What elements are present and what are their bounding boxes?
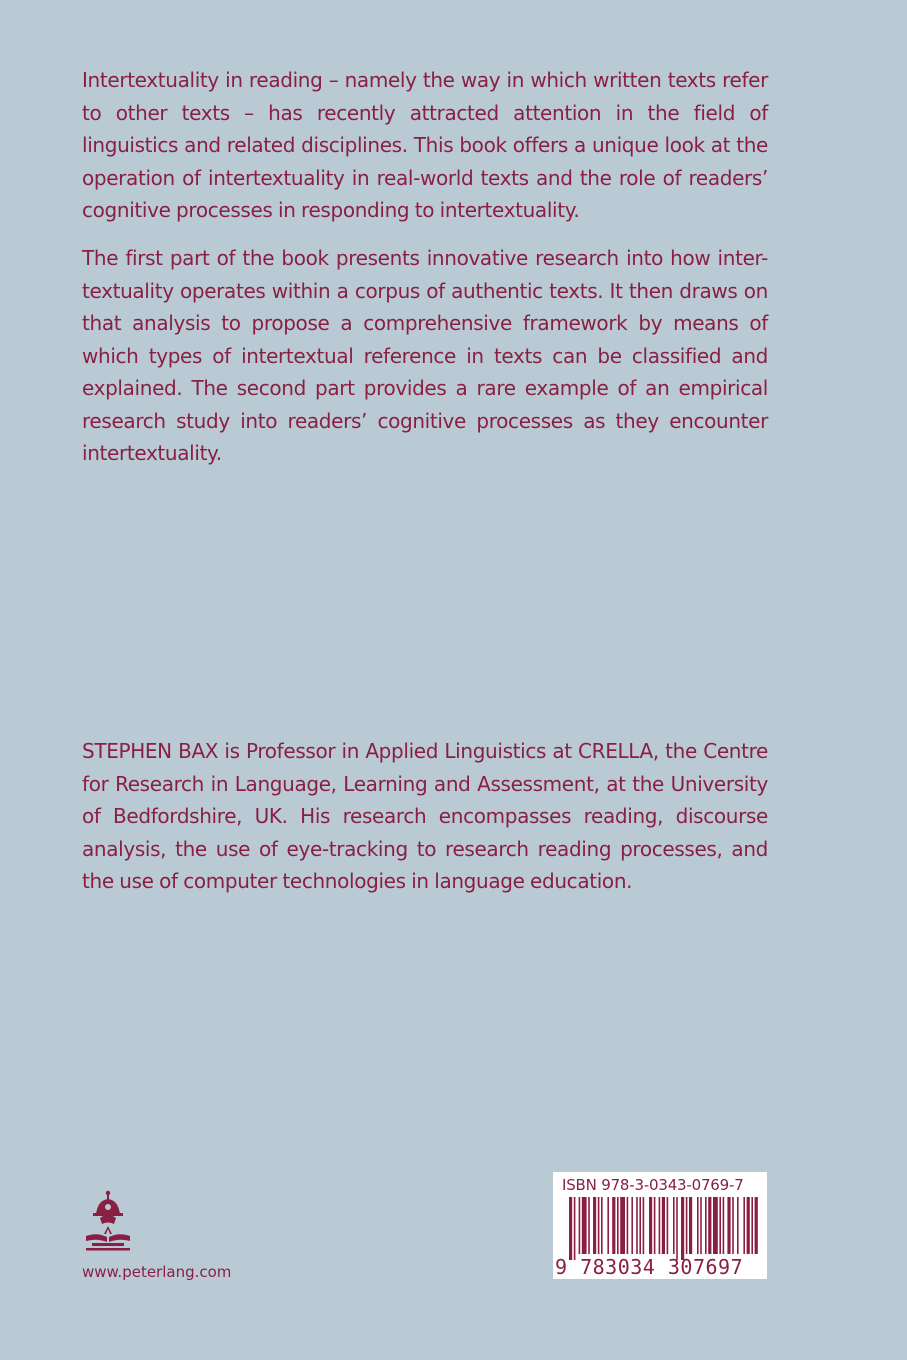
barcode-bar xyxy=(689,1197,692,1254)
barcode-bar xyxy=(705,1197,707,1254)
blurb-paragraph-1: Intertextuality in reading – namely the way in which written texts refer to other texts – has recently attracted attention in the field of linguistics and related disciplines. This book offers a unique look at the operation of intertextuality in real-world texts and the role of readers’ cognitive processes in responding to intertextuality. xyxy=(82,68,768,222)
author-bio: STEPHEN BAX is Professor in Applied Linguistics at CRELLA, the Centre for Research in Language, Learning and Assessment, at the University of Bedfordshire, UK. His research encompasses reading, discourse analysis, the use of eye-tracking to research reading processes, and the use of computer technologies in language education. xyxy=(82,739,768,893)
barcode-bar xyxy=(636,1197,638,1254)
barcode-bar xyxy=(574,1197,576,1260)
barcode-bar xyxy=(607,1197,609,1254)
barcode-bar xyxy=(673,1197,675,1254)
barcode-bar xyxy=(667,1197,669,1254)
barcode-bar xyxy=(639,1197,641,1254)
barcode-bar xyxy=(747,1197,750,1254)
barcode-bar xyxy=(737,1197,739,1254)
barcode-bar xyxy=(681,1197,684,1260)
barcode-bar xyxy=(713,1197,718,1254)
peter-lang-logo-icon xyxy=(82,1190,134,1256)
barcode-bar xyxy=(727,1197,730,1254)
barcode-bar xyxy=(723,1197,725,1254)
barcode-digits: 9 783034 307697 xyxy=(555,1255,744,1279)
barcode-bar xyxy=(700,1197,702,1254)
publisher-website[interactable]: www.peterlang.com xyxy=(82,1263,232,1281)
blurb-paragraph-2: The first part of the book presents innovative research into how inter-textuality operates within a corpus of authentic texts. It then draws on that analysis to propose a comprehensive framework by means of which types of intertextual reference in texts can be classified and explained. The second part provides a rare example of an empirical research study into readers’ cognitive processes as they encounter intertextuality. xyxy=(82,246,768,465)
barcode-bar xyxy=(620,1197,625,1254)
barcode-bar xyxy=(569,1197,572,1260)
barcode-bar xyxy=(654,1197,656,1254)
barcode-bar xyxy=(686,1197,688,1254)
barcode-bar xyxy=(579,1197,581,1254)
barcode-bar xyxy=(751,1197,753,1254)
barcode-bar xyxy=(708,1197,711,1254)
barcode-bar xyxy=(676,1197,678,1260)
barcode-bar xyxy=(612,1197,615,1254)
barcode-bar xyxy=(697,1197,699,1254)
isbn-barcode xyxy=(553,1172,767,1279)
barcode-bar xyxy=(743,1197,745,1254)
barcode-bar xyxy=(582,1197,587,1254)
barcode-bar xyxy=(593,1197,596,1254)
barcode-bar xyxy=(643,1197,645,1254)
barcode-bar xyxy=(732,1197,734,1254)
barcode-bar xyxy=(627,1197,629,1254)
barcode-bar xyxy=(588,1197,590,1254)
barcode-bar xyxy=(649,1197,652,1254)
barcode-bar xyxy=(719,1197,721,1254)
barcode-bar xyxy=(601,1197,603,1254)
barcode-bar xyxy=(659,1197,661,1254)
barcode-bar xyxy=(598,1197,600,1254)
barcode-bar xyxy=(631,1197,633,1254)
barcode-bar xyxy=(755,1197,758,1254)
barcode-bar xyxy=(662,1197,665,1254)
isbn-label: ISBN 978-3-0343-0769-7 xyxy=(562,1176,744,1194)
barcode-bar xyxy=(617,1197,619,1254)
